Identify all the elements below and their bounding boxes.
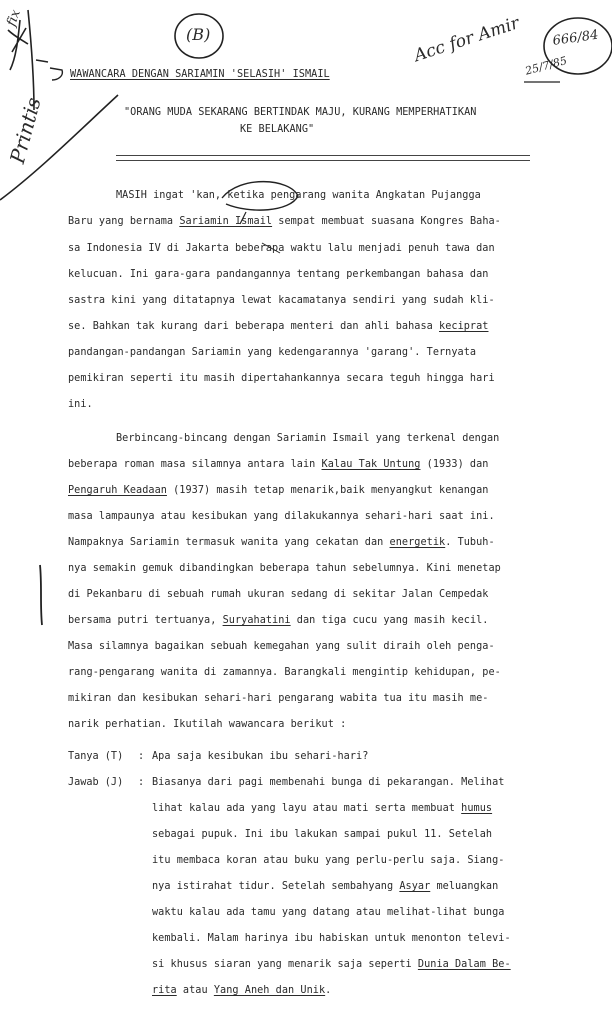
p1-line: se. Bahkan tak kurang dari beberapa menteri dan ahli bahasa keciprat [68,321,489,332]
handwritten-circle-mark: (B) [186,25,211,44]
p1-line: MASIH ingat 'kan, ketika pengarang wanita Angkatan Pujangga [116,190,481,201]
p1-line: pandangan-pandangan Sariamin yang kedengarannya 'garang'. Ternyata [68,347,477,358]
underlined-title: rita [152,985,177,996]
p2-line: masa lampaunya atau kesibukan yang dilakukannya sehari-hari saat ini. [68,511,495,522]
p2-line: narik perhatian. Ikutilah wawancara berikut : [68,719,347,730]
p1-line: pemikiran seperti itu masih dipertahankannya secara teguh hingga hari [68,373,495,384]
underlined-word: energetik [389,537,446,548]
underlined-title: Dunia Dalam Be- [417,959,511,970]
handwritten-note: Acc for Amir [411,13,522,67]
p2-line: Pengaruh Keadaan (1937) masih tetap menarik,baik menyangkut kenangan [68,485,489,496]
answer-line: kembali. Malam harinya ibu habiskan untuk menonton televi- [152,933,511,944]
underlined-word: humus [461,803,493,814]
p2-line: nya semakin gemuk dibandingkan beberapa tahun sebelumnya. Kini menetap [68,563,501,574]
handwritten-fix: fix [4,7,24,29]
double-rule-divider [116,155,530,161]
p2-line: beberapa roman masa silamnya antara lain Kalau Tak Untung (1933) dan [68,459,489,470]
underlined-title: Yang Aneh dan Unik [213,985,326,996]
underlined-title: Pengaruh Keadaan [68,485,167,496]
answer-line: lihat kalau ada yang layu atau mati serta membuat humus [152,803,493,814]
underlined-title: Kalau Tak Untung [321,459,421,470]
answer-line: itu membaca koran atau buku yang perlu-perlu saja. Siang- [152,855,505,866]
answer-line: Biasanya dari pagi membenahi bunga di pekarangan. Melihat [152,777,505,788]
p1-line: kelucuan. Ini gara-gara pandangannya tentang perkembangan bahasa dan [68,269,489,280]
underlined-name: Suryahatini [222,615,291,626]
p1-line: sa Indonesia IV di Jakarta beberapa waktu lalu menjadi penuh tawa dan [68,243,495,254]
answer-line: nya istirahat tidur. Setelah sembahyang Asyar meluangkan [152,881,499,892]
p2-line: Nampaknya Sariamin termasuk wanita yang cekatan dan energetik. Tubuh- [68,537,495,548]
answer-line: si khusus siaran yang menarik saja seperti Dunia Dalam Be- [152,959,511,970]
document-title: WAWANCARA DENGAN SARIAMIN 'SELASIH' ISMAIL [70,69,330,80]
p1-line: ini. [68,399,93,410]
question-label: Tanya (T) [68,751,124,762]
answer-label: Jawab (J) [68,777,124,788]
p2-line: Berbincang-bincang dengan Sariamin Ismail yang terkenal dengan [116,433,500,444]
answer-line: sebagai pupuk. Ini ibu lakukan sampai pukul 11. Setelah [152,829,493,840]
document-subtitle-line2: KE BELAKANG" [240,124,315,135]
answer-separator: : [138,777,145,788]
p2-line: di Pekanbaru di sebuah rumah ukuran sedang di sekitar Jalan Cempedak [68,589,489,600]
p1-line: sastra kini yang ditatapnya lewat kacamatanya sendiri yang sudah kli- [68,295,495,306]
answer-line: waktu kalau ada tamu yang datang atau melihat-lihat bunga [152,907,505,918]
handwritten-code: 666/84 [551,27,600,49]
handwritten-printis: Printis [5,94,46,166]
p2-line: Masa silamnya bagaikan sebuah kemegahan yang sulit diraih oleh penga- [68,641,495,652]
p2-line: rang-pengarang wanita di zamannya. Barangkali mengintip kehidupan, pe- [68,667,501,678]
answer-line: rita atau Yang Aneh dan Unik. [152,985,332,996]
underlined-name: Sariamin Ismail [179,216,273,227]
underlined-word: Asyar [399,881,431,892]
question-separator: : [138,751,145,762]
document-subtitle-line1: "ORANG MUDA SEKARANG BERTINDAK MAJU, KURANG MEMPERHATIKAN [124,107,477,118]
p2-line: bersama putri tertuanya, Suryahatini dan tiga cucu yang masih kecil. [68,615,489,626]
p2-line: mikiran dan kesibukan sehari-hari pengarang wabita tua itu masih me- [68,693,489,704]
handwritten-date: 25/7/85 [523,53,569,78]
underlined-word: keciprat [439,321,489,332]
p1-line: Baru yang bernama Sariamin Ismail sempat membuat suasana Kongres Baha- [68,216,501,227]
question-text: Apa saja kesibukan ibu sehari-hari? [152,751,369,762]
